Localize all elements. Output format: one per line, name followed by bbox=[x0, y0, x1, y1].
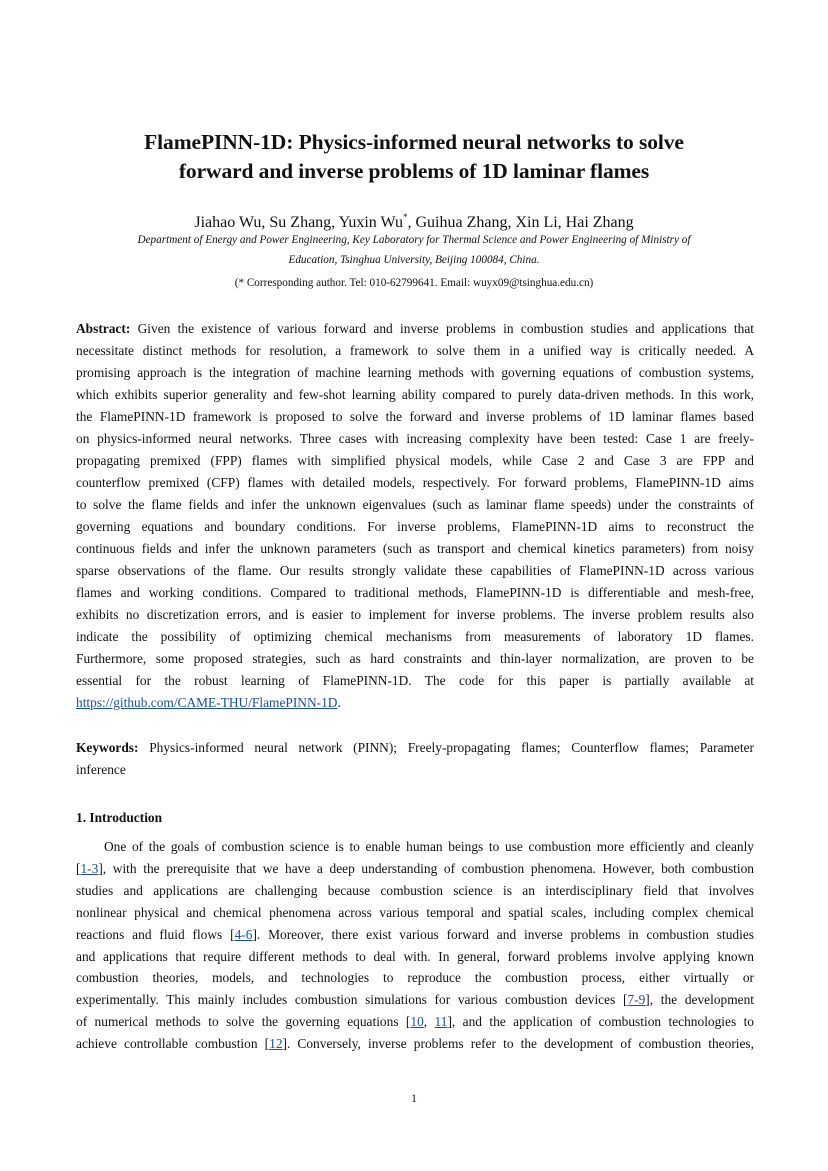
corresponding-author-note: (* Corresponding author. Tel: 010-62799641. Email: wuyx09@tsinghua.edu.cn) bbox=[234, 277, 594, 289]
intro-text: of numerical methods to solve the governing equations [ bbox=[76, 1014, 411, 1030]
affiliation-line-1: Department of Energy and Power Engineering, Key Laboratory for Thermal Science and Power Engineering of Ministry of bbox=[137, 234, 691, 246]
abstract-line bbox=[76, 318, 754, 340]
citation-link[interactable]: 1-3 bbox=[80, 860, 99, 876]
abstract-line: promising approach is the integration of machine learning methods with governing equations of combustion systems, bbox=[76, 365, 754, 380]
intro-text: experimentally. This mainly includes combustion simulations for various combustion devices [ bbox=[76, 992, 628, 1008]
section-heading: 1. Introduction bbox=[76, 810, 163, 825]
keywords-line-2: inference bbox=[76, 762, 126, 777]
intro-text: ]. Conversely, inverse problems refer to the development of combustion theories, bbox=[282, 1036, 754, 1052]
keywords-label: Keywords: bbox=[76, 740, 139, 755]
abstract-line: continuous fields and infer the unknown parameters (such as transport and chemical kinetics parameters) from noisy bbox=[76, 541, 754, 556]
abstract-line: flames and working conditions. Compared to traditional methods, FlamePINN-1D is differentiable and mesh-free, bbox=[76, 585, 754, 600]
intro-line bbox=[76, 1011, 754, 1033]
abstract-label: Abstract: bbox=[76, 321, 131, 336]
citation-link[interactable]: 7-9 bbox=[627, 992, 646, 1008]
intro-line bbox=[76, 1033, 754, 1055]
authors-part-1: Jiahao Wu, Su Zhang, Yuxin Wu bbox=[194, 214, 403, 231]
abstract-line: the FlamePINN-1D framework is proposed to solve the forward and inverse problems of 1D laminar flames based bbox=[76, 409, 754, 424]
citation-link[interactable]: 12 bbox=[269, 1036, 283, 1052]
abstract-line bbox=[76, 692, 754, 714]
author-list bbox=[60, 206, 768, 234]
abstract-line: indicate the possibility of optimizing chemical mechanisms from measurements of laboratory 1D flames. bbox=[76, 629, 754, 644]
intro-text: ], the development bbox=[645, 992, 755, 1008]
paper-title bbox=[60, 128, 768, 186]
abstract-line: exhibits no discretization errors, and is easier to implement for inverse problems. The inverse problem results also bbox=[76, 607, 754, 622]
introduction-body bbox=[76, 836, 754, 1055]
citation-link[interactable]: 10 bbox=[410, 1014, 424, 1030]
abstract-line: propagating premixed (FPP) flames with simplified physical models, while Case 2 and Case 3 are FPP and bbox=[76, 453, 754, 468]
abstract bbox=[76, 318, 754, 714]
intro-line: studies and applications are challenging because combustion science is an interdisciplinary field that involves bbox=[76, 882, 754, 898]
abstract-line: governing equations and boundary conditions. For inverse problems, FlamePINN-1D aims to reconstruct the bbox=[76, 519, 754, 534]
citation-link[interactable]: 4-6 bbox=[234, 926, 253, 942]
abstract-first-line: Given the existence of various forward and inverse problems in combustion studies and applications that bbox=[130, 321, 754, 336]
abstract-line: Furthermore, some proposed strategies, such as hard constraints and thin-layer normalization, are proven to be bbox=[76, 651, 754, 666]
abstract-end-period: . bbox=[337, 695, 341, 710]
intro-line: nonlinear physical and chemical phenomena across various temporal and spatial scales, including complex chemical bbox=[76, 904, 754, 920]
intro-line: [1-3], with the prerequisite that we have a deep understanding of combustion phenomena. However, both combustion bbox=[76, 860, 754, 876]
intro-text: achieve controllable combustion [ bbox=[76, 1036, 270, 1052]
title-line-1: FlamePINN-1D: Physics-informed neural networks to solve bbox=[144, 130, 684, 154]
intro-line: combustion theories, models, and technologies to reproduce the combustion process, either virtually or bbox=[76, 970, 754, 986]
affiliation bbox=[80, 231, 748, 270]
abstract-line: essential for the robust learning of FlamePINN-1D. The code for this paper is partially available at bbox=[76, 673, 754, 688]
corresponding-author-mark: * bbox=[402, 212, 408, 222]
keywords-text-1: Physics-informed neural network (PINN); Freely-propagating flames; Counterflow flames; Parameter bbox=[138, 740, 754, 755]
abstract-line: sparse observations of the flame. Our results strongly validate these capabilities of FlamePINN-1D across various bbox=[76, 563, 754, 578]
abstract-line: on physics-informed neural networks. Three cases with increasing complexity have been tested: Case 1 are freely- bbox=[76, 431, 754, 446]
intro-text: reactions and fluid flows [ bbox=[76, 926, 235, 942]
code-repository-link[interactable]: https://github.com/CAME-THU/FlamePINN-1D bbox=[76, 695, 338, 710]
keywords-line-1 bbox=[76, 737, 754, 759]
intro-line: One of the goals of combustion science is to enable human beings to use combustion more efficiently and cleanly bbox=[104, 839, 754, 854]
citation-link[interactable]: 11 bbox=[434, 1014, 448, 1030]
intro-line bbox=[76, 924, 754, 946]
abstract-line: which exhibits superior generality and few-shot learning ability compared to purely data-driven methods. In this work, bbox=[76, 387, 754, 402]
abstract-line: necessitate distinct methods for resolution, a framework to solve them in a unified way is critically needed. A bbox=[76, 343, 754, 358]
abstract-line: to solve the flame fields and infer the unknown eigenvalues (such as laminar flame speeds) under the constraints of bbox=[76, 497, 754, 512]
intro-text: , with the prerequisite that we have a deep understanding of combustion phenomena. However, both combustion bbox=[102, 860, 754, 876]
keywords bbox=[76, 737, 754, 781]
page-number: 1 bbox=[411, 1091, 417, 1105]
intro-line: and applications that require different methods to deal with. In general, forward problems involve applying known bbox=[76, 948, 754, 964]
intro-text: ], and the application of combustion technologies to bbox=[447, 1014, 754, 1030]
affiliation-line-2: Education, Tsinghua University, Beijing 100084, China. bbox=[288, 253, 540, 266]
abstract-line: counterflow premixed (CFP) flames with detailed models, respectively. For forward problems, FlamePINN-1D aims bbox=[76, 475, 754, 490]
intro-text: , bbox=[423, 1014, 435, 1030]
intro-line bbox=[76, 989, 754, 1011]
title-line-2: forward and inverse problems of 1D laminar flames bbox=[178, 159, 650, 183]
authors-part-2: , Guihua Zhang, Xin Li, Hai Zhang bbox=[407, 214, 634, 231]
intro-text: ]. Moreover, there exist various forward and inverse problems in combustion studies bbox=[252, 926, 754, 942]
